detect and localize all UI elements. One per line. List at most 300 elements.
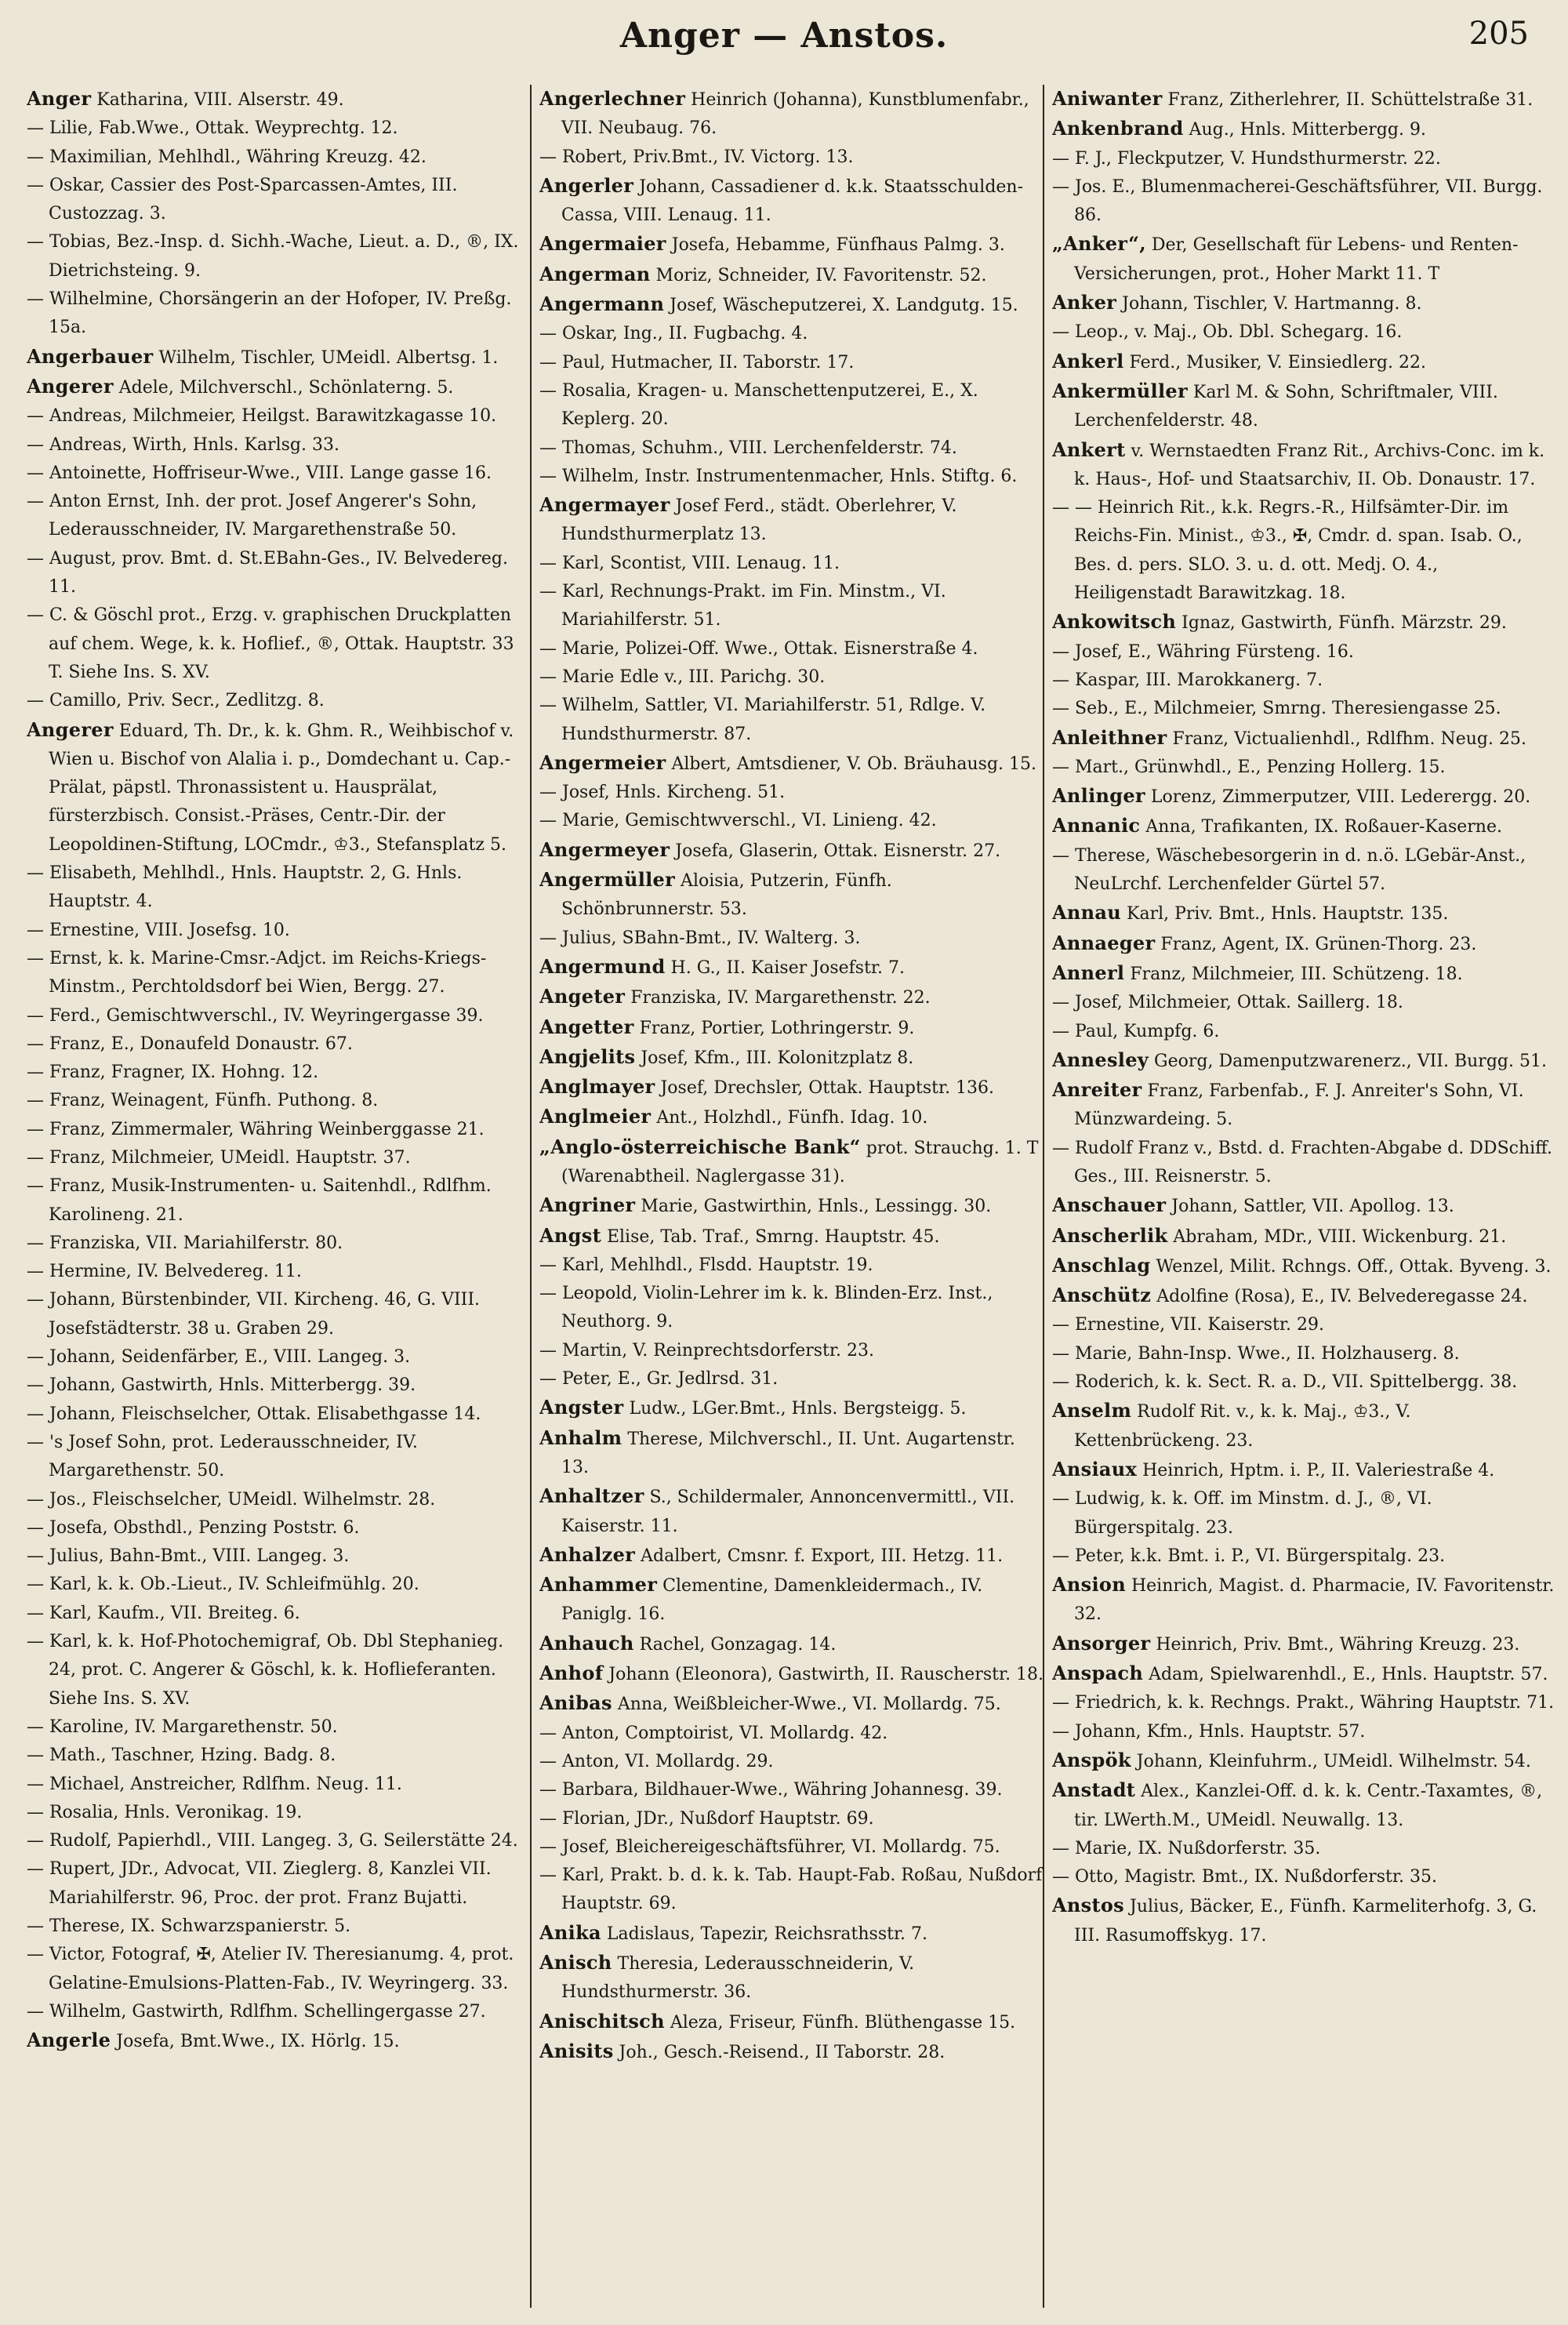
entry-surname: Angerer [27,374,114,398]
entry-details: Heinrich, Priv. Bmt., Währing Kreuzg. 23. [1150,1634,1520,1655]
directory-entry [1052,959,1558,989]
directory-entry [27,1087,532,1115]
entry-details: — Franz, Zimmermaler, Währing Weinberggasse 21. [27,1119,485,1139]
entry-surname: Ansorger [1052,1631,1151,1655]
directory-entry [27,172,532,229]
entry-details: Rachel, Gonzagag. 14. [633,1634,837,1655]
entry-details: — — Heinrich Rit., k.k. Regrs.-R., Hilfsämter-Dir. im Reichs-Fin. Minist., ♔3., ✠, Cmdr. d. span. Isab. O., Bes. d. pers. SLO. 3. u. d. ott. Medj. O. 4., Heiligenstadt Barawitzkag. 18. [1052,498,1523,604]
entry-details: — Franz, Milchmeier, UMeidl. Hauptstr. 37. [27,1147,411,1168]
directory-entry [1052,1718,1558,1746]
directory-entry [1052,724,1558,754]
column-3 [1052,85,1558,2312]
directory-entry [539,434,1045,463]
directory-entry [27,945,532,1002]
entry-details: — Karl, Prakt. b. d. k. k. Tab. Haupt-Fab. Roßau, Nußdorf Hauptstr. 69. [539,1865,1043,1914]
entry-surname: Anspach [1052,1662,1144,1685]
directory-entry [539,1013,1045,1043]
entry-surname: Ankenbrand [1052,117,1184,140]
entry-details: — Marie, IX. Nußdorferstr. 35. [1052,1838,1321,1858]
directory-entry [27,143,532,172]
directory-entry [539,1748,1045,1776]
directory-entry [539,749,1045,779]
entry-details: Anna, Trafikanten, IX. Roßauer-Kaserne. [1140,817,1502,837]
entry-details: Heinrich, Magist. d. Pharmacie, IV. Favoritenstr. 32. [1074,1576,1555,1625]
directory-entry [27,1371,532,1400]
entry-details: — Seb., E., Milchmeier, Smrng. Theresiengasse 25. [1052,699,1501,719]
entry-details: Elise, Tab. Traf., Smrng. Hauptstr. 45. [601,1226,940,1247]
entry-surname: Anhaltzer [539,1484,644,1508]
entry-details: Josef, Drechsler, Ottak. Hauptstr. 136. [655,1078,995,1099]
directory-entry [539,1482,1045,1541]
entry-details: — Peter, k.k. Bmt. i. P., VI. Bürgerspitalg. 23. [1052,1546,1446,1566]
directory-entry [1052,812,1558,841]
entry-details: Josef, Wäscheputzerei, X. Landgutg. 15. [664,296,1018,316]
directory-entry [27,343,532,372]
directory-entry [1052,754,1558,782]
entry-details: — Kaspar, III. Marokkanerg. 7. [1052,670,1323,690]
directory-entry [1052,608,1558,638]
entry-details: — Johann, Seidenfärber, E., VIII. Langeg. 3. [27,1347,411,1368]
entry-details: Katharina, VIII. Alserstr. 49. [91,90,344,110]
directory-entry [27,228,532,285]
directory-entry [1052,1835,1558,1863]
entry-surname: Anspök [1052,1748,1131,1771]
directory-entry [27,1286,532,1343]
directory-entry [539,1629,1045,1659]
directory-entry [539,2007,1045,2037]
entry-details: Georg, Damenputzwarenerz., VII. Burgg. 51. [1149,1051,1547,1071]
entry-details: Theresia, Lederausschneiderin, V. Hundsthurmerstr. 36. [561,1954,915,2003]
entry-details: — Jos., Fleischselcher, UMeidl. Wilhelmstr. 28. [27,1489,436,1509]
directory-entry [539,1833,1045,1862]
entry-details: — Hermine, IV. Belvederеg. 11. [27,1262,302,1282]
entry-details: — Math., Taschner, Hzing. Badg. 8. [27,1746,336,1766]
entry-surname: Angster [539,1396,624,1419]
entry-details: v. Wernstaedten Franz Rit., Archivs-Conc. im k. k. Haus-, Hof- und Staatsarchiv, II. Ob. Donaustr. 17. [1074,441,1545,489]
directory-entry [1052,989,1558,1017]
directory-entry [1052,173,1558,231]
entry-surname: Angetter [539,1015,634,1038]
entry-details: — Franz, E., Donaufeld Donaustr. 67. [27,1034,353,1054]
entry-surname: Angerlechner [539,87,686,110]
entry-details: — Franz, Fragner, IX. Hohng. 12. [27,1063,319,1083]
directory-entry [27,372,532,402]
entry-details: Franz, Milchmeier, III. Schützeng. 18. [1124,964,1463,984]
entry-surname: Angst [539,1223,601,1247]
entry-details: — F. J., Fleckputzer, V. Hundsthurmerstr. 22. [1052,148,1441,169]
entry-details: — Ernestine, VIII. Josefsg. 10. [27,920,290,940]
entry-surname: Angermund [539,954,666,978]
entry-details: Lorenz, Zimmerputzer, VIII. Lederergg. 20. [1145,787,1531,808]
entry-details: — Rudolf, Papierhdl., VIII. Langeg. 3, G. Seilerstätte 24. [27,1831,518,1851]
directory-entry [27,1913,532,1941]
entry-details: — Rosalia, Hnls. Veronikag. 19. [27,1802,303,1822]
directory-entry [27,1827,532,1855]
entry-surname: „Anker“, [1052,232,1146,256]
entry-details: — Otto, Magistr. Bmt., IX. Nußdorferstr. 35. [1052,1867,1437,1887]
entry-details: — Peter, E., Gr. Jedlrsd. 31. [539,1369,779,1390]
entry-details: Ant., Holzhdl., Fünfh. Idag. 10. [651,1108,928,1128]
entry-details: Ignaz, Gastwirth, Fünfh. Märzstr. 29. [1176,613,1507,634]
directory-entry [1052,1076,1558,1135]
entry-surname: Angermüller [539,868,676,892]
entry-details: Adalbert, Cmsnr. f. Export, III. Hetzg. 11. [635,1546,1004,1566]
entry-details: — Camillo, Priv. Secr., Zedlitzg. 8. [27,691,325,711]
entry-details: — Lilie, Fab.Wwe., Ottak. Weyprechtg. 12. [27,118,398,139]
page-header [0,0,1568,86]
entry-details: Johann, Sattler, VII. Apollog. 13. [1166,1197,1454,1217]
directory-entry [27,1941,532,1998]
directory-entry [1052,289,1558,318]
directory-entry [27,285,532,343]
entry-details: Adele, Milchverschl., Schönlaterng. 5. [113,377,454,398]
directory-entry [1052,1222,1558,1252]
directory-entry [539,1862,1045,1919]
directory-entry [539,1689,1045,1719]
directory-entry [27,1002,532,1030]
entry-details: Franziska, IV. Margarethenstr. 22. [625,988,931,1008]
directory-entry [539,290,1045,320]
directory-entry [27,114,532,143]
directory-entry [1052,1863,1558,1891]
entry-details: Johann (Eleonora), Gastwirth, II. Rauscherstr. 18. [603,1665,1044,1685]
entry-details: — Franziska, VII. Mariahilferstr. 80. [27,1233,343,1253]
entry-details: — Andreas, Wirth, Hnls. Karlsg. 33. [27,434,339,455]
entry-details: — Anton, Comptoirist, VI. Mollardg. 42. [539,1723,888,1743]
entry-surname: Angriner [539,1193,636,1217]
directory-entry [539,143,1045,172]
entry-surname: Anschauer [1052,1193,1167,1217]
directory-entry [27,1258,532,1286]
directory-entry [27,1998,532,2026]
entry-details: — Thomas, Schuhm., VIII. Lerchenfelderstr. 74. [539,438,957,458]
directory-entry [27,431,532,460]
entry-surname: Ankermüller [1052,379,1188,402]
entry-details: — Josef, Milchmeier, Ottak. Saillerg. 18. [1052,993,1403,1013]
directory-entry [1052,1252,1558,1281]
directory-entry [27,1486,532,1514]
entry-details: — Marie, Polizei-Off. Wwe., Ottak. Eisnerstraße 4. [539,638,978,659]
entry-details: — Ludwig, k. k. Off. im Minstm. d. J., ®, VI. Bürgerspitalg. 23. [1052,1489,1432,1538]
entry-details: Der, Gesellschaft für Lebens- und Renten-Versicherungen, prot., Hoher Markt 11. T [1074,235,1519,284]
entry-details: Adam, Spielwarenhdl., E., Hnls. Hauptstr. 57. [1143,1665,1548,1685]
directory-entry [539,1073,1045,1103]
directory-entry [539,1280,1045,1337]
entry-details: Johann, Tischler, V. Hartmanng. 8. [1116,294,1422,314]
directory-entry [539,463,1045,491]
directory-entry [27,1059,532,1087]
directory-entry [539,1919,1045,1949]
directory-entry [539,692,1045,749]
entry-details: — Rupert, JDr., Advocat, VII. Zieglerg. 8, Kanzlei VII. Mariahilferstr. 96, Proc. der prot. Franz Bujatti. [27,1859,492,1908]
directory-entry [539,1424,1045,1483]
entry-details: — Paul, Hutmacher, II. Taborstr. 17. [539,352,855,372]
entry-details: Aloisia, Putzerin, Fünfh. Schönbrunnerstr. 53. [561,871,892,920]
directory-entry [1052,494,1558,608]
entry-details: Karl, Priv. Bmt., Hnls. Hauptstr. 135. [1121,904,1449,925]
directory-entry [539,1720,1045,1748]
directory-entry [1052,1485,1558,1542]
entry-details: — Johann, Kfm., Hnls. Hauptstr. 57. [1052,1721,1366,1742]
entry-surname: Angerbauer [27,344,154,368]
directory-entry [539,320,1045,348]
entry-details: Julius, Bäcker, E., Fünfh. Karmeliterhofg. 3, G. III. Rasumoffskyg. 17. [1074,1897,1537,1945]
column-2 [539,85,1045,2312]
entry-surname: Anisits [539,2039,614,2062]
entry-details: Karl M. & Sohn, Schriftmaler, VIII. Lerchenfelderstr. 48. [1074,382,1498,431]
column-1 [27,85,532,2312]
directory-entry [539,1252,1045,1280]
directory-entry [27,601,532,687]
entry-details: — Friedrich, k. k. Rechngs. Prakt., Währing Hauptstr. 71. [1052,1693,1555,1713]
directory-entry [1052,230,1558,289]
entry-details: Wenzel, Milit. Rchngs. Off., Ottak. Byveng. 3. [1150,1256,1552,1277]
entry-details: Josefa, Hebamme, Fünfhaus Palmg. 3. [666,235,1005,256]
entry-details: H. G., II. Kaiser Josefstr. 7. [665,957,905,978]
directory-entry [1052,842,1558,899]
directory-entry [539,1222,1045,1252]
directory-entry [1052,1281,1558,1311]
directory-entry [1052,1776,1558,1835]
directory-entry [1052,1340,1558,1368]
entry-details: — Therese, IX. Schwarzspanierstr. 5. [27,1916,351,1936]
directory-entry [27,1855,532,1913]
entry-details: Ferd., Musiker, V. Einsiedlerg. 22. [1123,352,1426,372]
entry-details: — Ernestine, VII. Kaiserstr. 29. [1052,1315,1324,1335]
entry-details: Ludw., LGer.Bmt., Hnls. Bergsteigg. 5. [623,1399,967,1419]
directory-entry [1052,1191,1558,1221]
page-number: 205 [1468,16,1529,52]
entry-details: Anna, Weißbleicher-Wwe., VI. Mollardg. 75. [612,1695,1001,1715]
directory-entry [1052,667,1558,695]
entry-details: — Paul, Kumpfg. 6. [1052,1021,1220,1041]
entry-details: — Jos. E., Blumenmacherei-Geschäftsführer, VII. Burgg. 86. [1052,176,1543,226]
directory-entry [539,983,1045,1012]
entry-details: Franz, Agent, IX. Grünen-Thorg. 23. [1155,934,1477,954]
directory-entry [1052,1397,1558,1455]
directory-entry [1052,1018,1558,1046]
directory-entry [27,1628,532,1713]
entry-surname: Anschütz [1052,1284,1152,1307]
directory-entry [1052,1571,1558,1629]
directory-entry [539,779,1045,807]
entry-details: — Barbara, Bildhauer-Wwe., Währing Johannesg. 39. [539,1780,1003,1800]
entry-details: — Marie, Gemischtwverschl., VI. Linieng. 42. [539,811,937,831]
directory-entry [539,1571,1045,1629]
entry-details: — Josef, Bleichereigeschäftsführer, VI. Mollardg. 75. [539,1836,1000,1857]
entry-details: — Marie Edle v., III. Parichg. 30. [539,667,826,687]
directory-entry [539,1191,1045,1221]
entry-details: — Karl, k. k. Ob.-Lieut., IV. Schleifmühlg. 20. [27,1575,419,1595]
entry-surname: Annerl [1052,961,1125,984]
directory-entry [539,1043,1045,1073]
directory-entry [27,2026,532,2056]
entry-surname: Anika [539,1920,601,1944]
entry-details: Johann, Cassadiener d. k.k. Staatsschulden-Cassa, VIII. Lenaug. 11. [561,176,1024,226]
entry-surname: Anibas [539,1691,612,1715]
entry-surname: Anstadt [1052,1778,1136,1802]
directory-entry [539,491,1045,550]
entry-details: Adolfine (Rosa), E., IV. Belvederegasse 24. [1151,1287,1528,1307]
entry-details: — Anton, VI. Mollardg. 29. [539,1751,774,1771]
directory-entry [1052,1542,1558,1571]
entry-details: — Oskar, Cassier des Post-Sparcassen-Amtes, III. Custozzag. 3. [27,175,458,224]
directory-entry [27,716,532,859]
entry-details: Franz, Victualienhdl., Rdlfhm. Neug. 25. [1167,728,1526,749]
entry-details: — Antoinette, Hoffriseur-Wwe., VIII. Lange gasse 16. [27,463,492,483]
entry-details: Marie, Gastwirthin, Hnls., Lessingg. 30. [635,1197,992,1217]
entry-surname: Anhof [539,1662,604,1685]
running-head: Anger — Anstos. [619,16,949,56]
directory-entry [1052,377,1558,436]
entry-details: Abraham, MDr., VIII. Wickenburg. 21. [1167,1226,1507,1247]
entry-details: — Karl, k. k. Hof-Photochemigraf, Ob. Dbl Stephanieg. 24, prot. C. Angerer & Göschl, k. k. Hoflieferanten. Siehe Ins. S. XV. [27,1632,504,1709]
entry-surname: Angerer [27,717,114,741]
entry-surname: Anhauch [539,1631,634,1655]
directory-entry [1052,929,1558,959]
directory-entry [539,866,1045,925]
entry-details: Wilhelm, Tischler, UMeidl. Albertsg. 1. [153,347,499,368]
entry-surname: Annaeger [1052,931,1156,954]
directory-entry [27,85,532,114]
directory-entry [539,1103,1045,1132]
directory-entry [539,1393,1045,1423]
directory-entry [539,230,1045,260]
entry-details: Franz, Farbenfab., F. J. Anreiter's Sohn, VI. Münzwardeing. 5. [1074,1081,1524,1130]
entry-surname: Anhalm [539,1426,622,1449]
entry-surname: Anglmayer [539,1075,655,1099]
entry-details: Heinrich (Johanna), Kunstblumenfabr., VII. Neubaug. 76. [561,90,1029,139]
directory-entry [27,1429,532,1486]
entry-details: — C. & Göschl prot., Erzg. v. graphischen Druckplatten auf chem. Wege, k. k. Hoflief., ®, Ottak. Hauptstr. 33 T. Siehe Ins. S. XV. [27,605,514,682]
entry-details: — Johann, Bürstenbinder, VII. Kircheng. 46, G. VIII. Josefstädterstr. 38 u. Graben 29. [27,1290,481,1339]
entry-details: — Andreas, Milchmeier, Heilgst. Barawitzkagasse 10. [27,406,497,427]
directory-entry [27,1172,532,1230]
entry-surname: Angermann [539,292,665,316]
directory-entry [539,807,1045,835]
entry-surname: „Anglo-österreichische Bank“ [539,1135,861,1158]
entry-surname: Anischitsch [539,2009,665,2033]
directory-entry [27,1542,532,1571]
entry-details: — Tobias, Bez.-Insp. d. Sichh.-Wache, Lieut. a. D., ®, IX. Dietrichsteing. 9. [27,232,519,281]
entry-details: — Ferd., Gemischtwverschl., IV. Weyringergasse 39. [27,1005,484,1026]
entry-details: — Karl, Mehlhdl., Flsdd. Hauptstr. 19. [539,1255,873,1275]
directory-entry [1052,1311,1558,1339]
entry-surname: Angerle [27,2029,111,2052]
entry-details: Franz, Zitherlehrer, II. Schüttelstraße 31. [1162,90,1534,110]
directory-entry [27,917,532,945]
entry-details: Joh., Gesch.-Reisend., II Taborstr. 28. [613,2042,946,2062]
directory-entry [27,1571,532,1599]
entry-surname: Ansion [1052,1573,1126,1597]
entry-surname: Ankert [1052,438,1126,461]
entry-surname: Anleithner [1052,725,1167,749]
entry-details: — Johann, Gastwirth, Hnls. Mitterbergg. 39. [27,1375,416,1396]
directory-entry [1052,85,1558,114]
directory-entry [539,172,1045,231]
entry-surname: Anker [1052,291,1117,314]
entry-surname: Angermeier [539,750,666,774]
entry-details: Josef, Kfm., III. Kolonitzplatz 8. [635,1048,914,1068]
directory-entry [1052,1629,1558,1659]
directory-entry [539,953,1045,983]
entry-surname: Annesley [1052,1048,1149,1071]
entry-details: — Josef, E., Währing Fürsteng. 16. [1052,641,1354,662]
directory-entry [1052,1689,1558,1717]
entry-surname: Anselm [1052,1399,1132,1422]
directory-entry [1052,1455,1558,1485]
entry-details: Therese, Milchverschl., II. Unt. Augartenstr. 13. [561,1429,1015,1477]
entry-details: Eduard, Th. Dr., k. k. Ghm. R., Weihbischof v. Wien u. Bischof von Alalia i. p., Domdechant u. Cap.-Prälat, päpstl. Thronassistent u. Hausprälat, fürsterzbisch. Consist.-Präses, Centr.-Dir. der Leopoldinen-Stiftung, LOCmdr., ♔3., Stefansplatz 5. [49,721,514,855]
entry-details: — Wilhelm, Gastwirth, Rdlfhm. Schellingergasse 27. [27,2001,486,2022]
entry-surname: Angermaier [539,232,666,256]
entry-details: Aug., Hnls. Mitterbergg. 9. [1183,120,1426,140]
entry-surname: Annau [1052,901,1122,925]
directory-entry [539,1133,1045,1192]
directory-entry [27,402,532,430]
entry-details: — Anton Ernst, Inh. der prot. Josef Angerer's Sohn, Lederausschneider, IV. Margarethenstraße 50. [27,492,477,540]
entry-surname: Angerman [539,262,651,285]
directory-entry [1052,114,1558,144]
entry-surname: Annanic [1052,814,1141,837]
directory-entry [27,460,532,488]
directory-entry [27,1343,532,1371]
entry-details: — Oskar, Ing., II. Fugbachg. 4. [539,324,808,344]
entry-surname: Anisch [539,1951,612,1974]
directory-entry [1052,1135,1558,1192]
directory-entry [27,1742,532,1770]
entry-details: Josef Ferd., städt. Oberlehrer, V. Hundsthurmerplatz 13. [561,496,957,545]
entry-details: — Rudolf Franz v., Bstd. d. Frachten-Abgabe d. DDSchiff. Ges., III. Reisnerstr. 5. [1052,1138,1553,1186]
directory-entry [539,1659,1045,1689]
entry-details: Rudolf Rit. v., k. k. Maj., ♔3., V. Kettenbrückeng. 23. [1074,1402,1411,1451]
entry-details: — Martin, V. Reinprechtsdorferstr. 23. [539,1340,874,1360]
entry-surname: Angermayer [539,493,670,517]
entry-details: Aleza, Friseur, Fünfh. Blüthengasse 15. [664,2012,1016,2033]
entry-details: — Franz, Musik-Instrumenten- u. Saitenhdl., Rdlfhm. Karolineng. 21. [27,1176,492,1225]
directory-entry [27,1514,532,1542]
entry-details: — Robert, Priv.Bmt., IV. Victorg. 13. [539,147,854,167]
directory-entry [1052,1368,1558,1397]
directory-entry [539,1541,1045,1571]
directory-entry [27,1600,532,1628]
directory-entry [1052,638,1558,667]
entry-details: Johann, Kleinfuhrm., UMeidl. Wilhelmstr. 54. [1131,1751,1531,1771]
entry-details: S., Schildermaler, Annoncenvermittl., VII. Kaiserstr. 11. [561,1488,1015,1536]
directory-entry [27,1030,532,1059]
entry-surname: Ankowitsch [1052,610,1177,634]
entry-surname: Anstos [1052,1894,1124,1917]
entry-details: — Wilhelm, Sattler, VI. Mariahilferstr. 51, Rdlge. V. Hundsthurmerstr. 87. [539,696,986,744]
directory-entry [539,1337,1045,1365]
entry-details: Heinrich, Hptm. i. P., II. Valeriestraße 4. [1137,1460,1495,1480]
entry-details: — Karoline, IV. Margarethenstr. 50. [27,1717,338,1737]
entry-details: — Karl, Rechnungs-Prakt. im Fin. Minstm., VI. Mariahilferstr. 51. [539,582,946,630]
entry-surname: Angeter [539,985,626,1008]
directory-entry [1052,347,1558,377]
directory-entry [27,1400,532,1429]
entry-details: — Karl, Kaufm., VII. Breiteg. 6. [27,1603,300,1623]
entry-surname: Anger [27,87,92,110]
entry-details: — Rosalia, Kragen- u. Manschettenputzerei, E., X. Keplerg. 20. [539,380,978,430]
directory-entry [27,687,532,715]
directory-entry [1052,318,1558,347]
entry-details: — Julius, Bahn-Bmt., VIII. Langeg. 3. [27,1546,350,1567]
entry-surname: Aniwanter [1052,87,1163,110]
entry-details: — Johann, Fleischselcher, Ottak. Elisabethgasse 14. [27,1404,481,1424]
entry-details: Josefa, Bmt.Wwe., IX. Hörlg. 15. [111,2032,400,2052]
directory-entry [27,1771,532,1799]
